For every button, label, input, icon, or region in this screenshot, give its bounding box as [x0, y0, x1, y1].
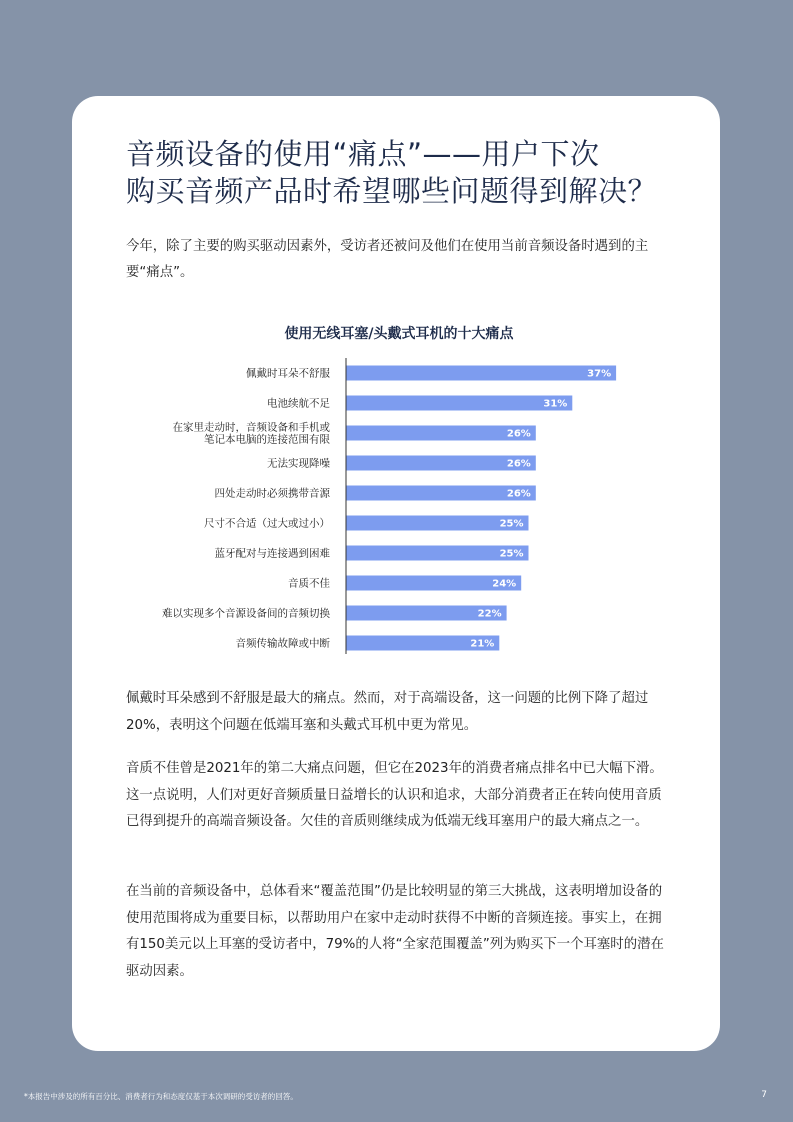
category-label-9: 难以实现多个音源设备间的音频切换	[162, 607, 330, 620]
page-title	[126, 136, 706, 210]
page-title-line-2: 购买音频产品时希望哪些问题得到解决？	[126, 174, 658, 208]
footnote: *本报告中涉及的所有百分比、消费者行为和态度仅基于本次调研的受访者的回答。	[24, 1092, 298, 1101]
bar-value-label-6: 25%	[499, 518, 524, 530]
bar-value-label-3: 26%	[506, 428, 531, 440]
bar-value-label-1: 37%	[587, 368, 612, 380]
category-label-5: 四处走动时必须携带音源	[214, 487, 330, 500]
content-card	[72, 96, 720, 1051]
bar-value-label-4: 26%	[506, 458, 531, 470]
bar-value-label-5: 26%	[506, 488, 531, 500]
category-label-1: 佩戴时耳朵不舒服	[246, 367, 330, 380]
body-paragraph-1: 佩戴时耳朵感到不舒服是最大的痛点。然而，对于高端设备，这一问题的比例下降了超过20%，表明这个问题在低端耳塞和头戴式耳机中更为常见。	[126, 691, 649, 733]
category-label-7: 蓝牙配对与连接遇到困难	[214, 547, 330, 560]
bar-value-label-10: 21%	[470, 638, 495, 650]
category-label-3: 在家里走动时，音频设备和手机或笔记本电脑的连接范围有限	[172, 421, 330, 446]
category-label-8: 音质不佳	[288, 577, 330, 590]
intro-paragraph: 今年，除了主要的购买驱动因素外，受访者还被问及他们在使用当前音频设备时遇到的主要“痛点”。	[126, 239, 649, 280]
category-label-4: 无法实现降噪	[267, 457, 330, 470]
bar-1	[346, 366, 616, 381]
bar-value-label-7: 25%	[499, 548, 524, 560]
page-title-line-1: 音频设备的使用“痛点”——用户下次	[126, 137, 600, 171]
category-label-2: 电池续航不足	[267, 397, 330, 410]
pain-points-bar-chart	[126, 354, 672, 654]
body-paragraph-2: 音质不佳曾是2021年的第二大痛点问题，但它在2023年的消费者痛点排名中已大幅下滑。这一点说明，人们对更好音频质量日益增长的认识和追求，大部分消费者正在转向使用音质已得到提升的高端音频设备。欠佳的音质则继续成为低端无线耳塞用户的最大痛点之一。	[126, 761, 663, 829]
category-label-6: 尺寸不合适（过大或过小）	[204, 517, 330, 530]
bar-2	[346, 396, 572, 411]
bar-value-label-2: 31%	[543, 398, 568, 410]
chart-title: 使用无线耳塞/头戴式耳机的十大痛点	[284, 326, 514, 342]
page-number: 7	[761, 1090, 767, 1100]
body-paragraph-3: 在当前的音频设备中，总体看来“覆盖范围”仍是比较明显的第三大挑战，这表明增加设备的使用范围将成为重要目标，以帮助用户在家中走动时获得不中断的音频连接。事实上，在拥有150美元以上耳塞的受访者中，79%的人将“全家范围覆盖”列为购买下一个耳塞时的潜在驱动因素。	[126, 884, 664, 979]
category-label-10: 音频传输故障或中断	[235, 637, 330, 650]
bar-value-label-9: 22%	[477, 608, 502, 620]
bar-value-label-8: 24%	[492, 578, 517, 590]
